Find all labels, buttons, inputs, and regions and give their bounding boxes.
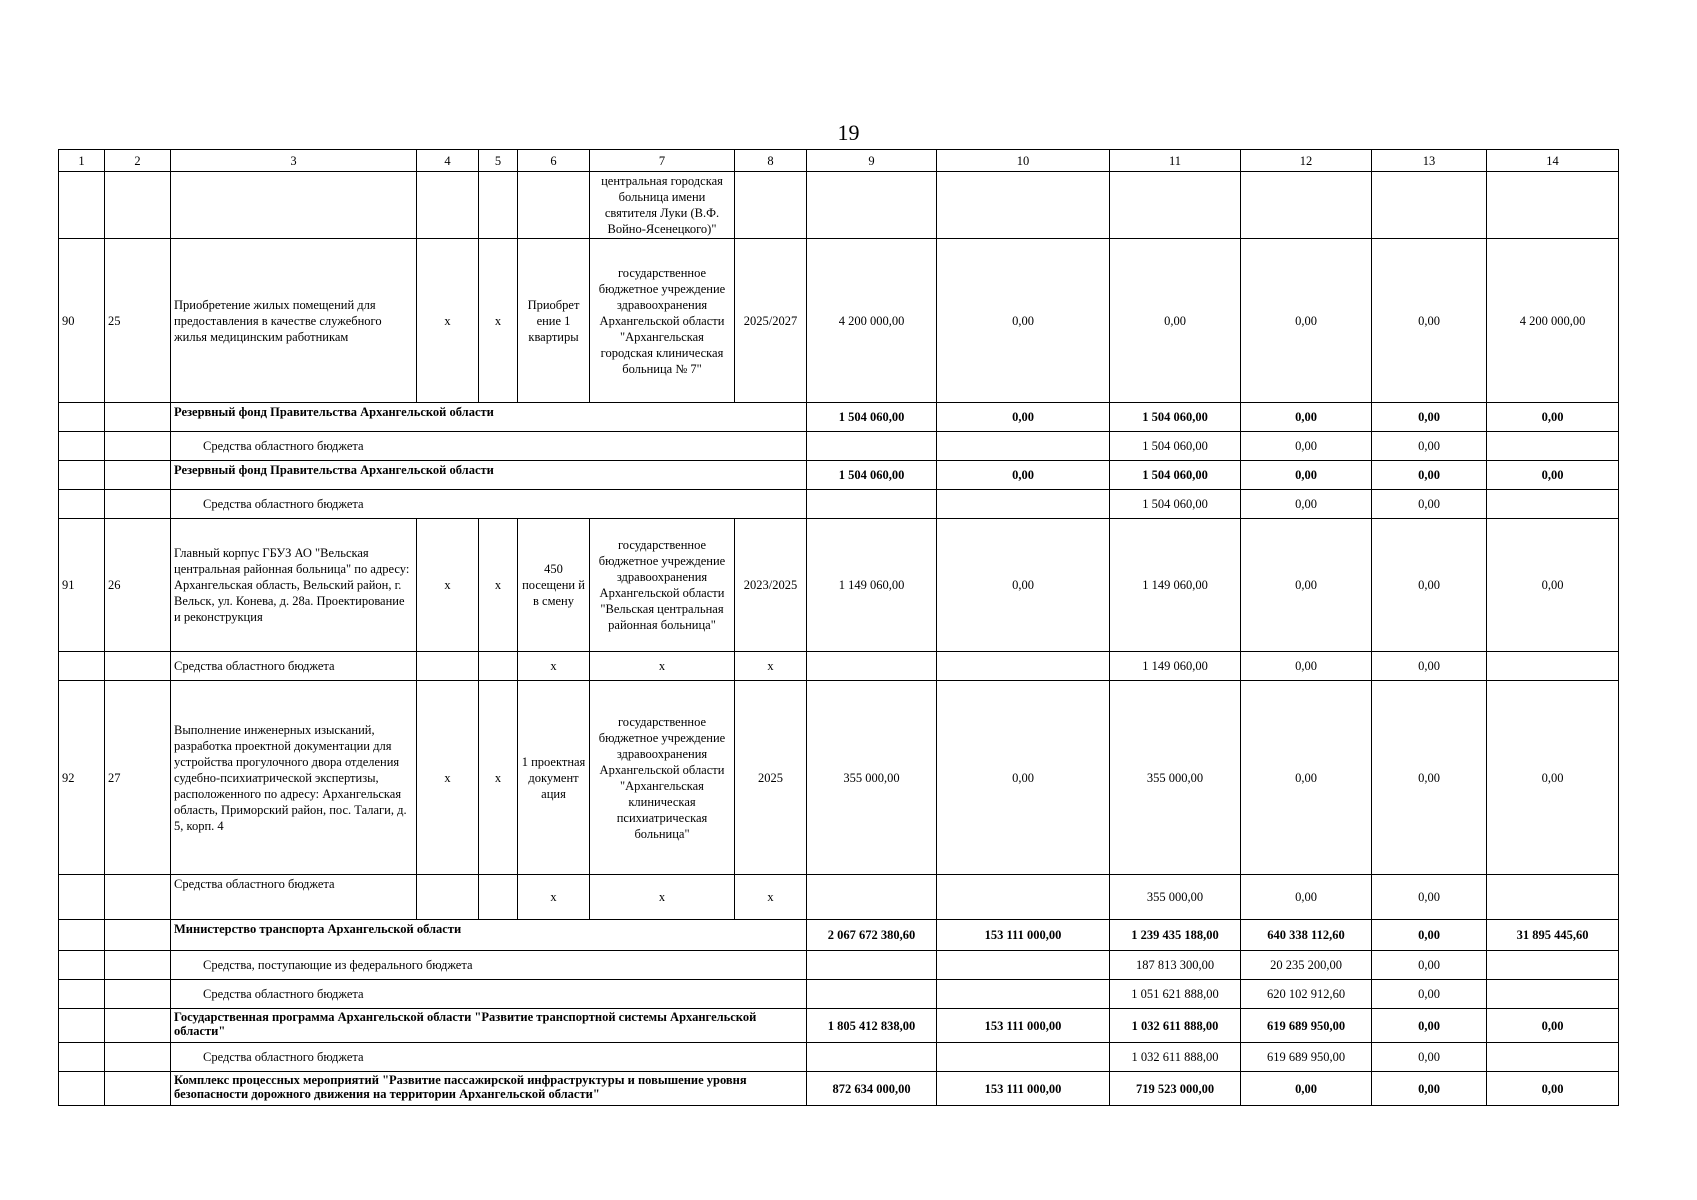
value-cell: 1 504 060,00 <box>1110 432 1241 461</box>
project-name: Главный корпус ГБУЗ АО "Вельская центральная районная больница" по адресу: Архангельская область, Вельский район, г. Вельск, ул. Конева, д. 28а. Проектирование и реконструкция <box>171 519 417 652</box>
value-cell: 619 689 950,00 <box>1241 1043 1372 1072</box>
column-number: 2 <box>105 150 171 172</box>
value-cell: 1 504 060,00 <box>807 403 937 432</box>
value-cell: 355 000,00 <box>1110 875 1241 920</box>
row-number: 90 <box>59 239 105 403</box>
mark-cell: х <box>735 652 807 681</box>
mark-cell: х <box>735 875 807 920</box>
table-row <box>59 432 1619 461</box>
period-cell: 2025/2027 <box>735 239 807 403</box>
value-cell: 153 111 000,00 <box>937 1009 1110 1043</box>
organization-cell: государственное бюджетное учреждение здравоохранения Архангельской области "Вельская центральная районная больница" <box>590 519 735 652</box>
table-row <box>59 490 1619 519</box>
row-subnumber: 27 <box>105 681 171 875</box>
section-title: Резервный фонд Правительства Архангельской области <box>171 461 807 490</box>
value-cell: 0,00 <box>1241 681 1372 875</box>
budget-table <box>58 149 1619 1106</box>
table-row <box>59 920 1619 951</box>
value-cell: 640 338 112,60 <box>1241 920 1372 951</box>
value-cell: 0,00 <box>1487 1072 1619 1106</box>
value-cell: 1 239 435 188,00 <box>1110 920 1241 951</box>
value-cell: 153 111 000,00 <box>937 1072 1110 1106</box>
value-cell: 0,00 <box>1487 681 1619 875</box>
table-row <box>59 519 1619 652</box>
value-cell: 620 102 912,60 <box>1241 980 1372 1009</box>
section-title: Резервный фонд Правительства Архангельской области <box>171 403 807 432</box>
value-cell: 0,00 <box>1487 1009 1619 1043</box>
table-row <box>59 980 1619 1009</box>
value-cell: 0,00 <box>1372 681 1487 875</box>
mark-cell: х <box>479 681 518 875</box>
value-cell: 0,00 <box>937 519 1110 652</box>
capacity-cell: 1 проектная документ ация <box>518 681 590 875</box>
value-cell: 0,00 <box>1110 239 1241 403</box>
funding-source: Средства областного бюджета <box>171 980 807 1009</box>
funding-source: Средства областного бюджета <box>171 1043 807 1072</box>
section-title: Комплекс процессных мероприятий "Развитие пассажирской инфраструктуры и повышение уровня безопасности дорожного движения на территории Архангельской области" <box>171 1072 807 1106</box>
value-cell: 0,00 <box>1241 461 1372 490</box>
mark-cell: х <box>479 239 518 403</box>
value-cell: 0,00 <box>1241 239 1372 403</box>
value-cell: 31 895 445,60 <box>1487 920 1619 951</box>
organization-cell: центральная городская больница имени святителя Луки (В.Ф. Войно-Ясенецкого)" <box>590 172 735 239</box>
table-row <box>59 951 1619 980</box>
value-cell: 0,00 <box>1487 403 1619 432</box>
mark-cell: х <box>590 652 735 681</box>
mark-cell: х <box>518 652 590 681</box>
value-cell: 4 200 000,00 <box>807 239 937 403</box>
value-cell: 1 504 060,00 <box>1110 461 1241 490</box>
value-cell: 1 149 060,00 <box>1110 652 1241 681</box>
value-cell: 1 504 060,00 <box>1110 403 1241 432</box>
value-cell: 0,00 <box>1241 1072 1372 1106</box>
value-cell: 0,00 <box>1372 519 1487 652</box>
column-number: 8 <box>735 150 807 172</box>
table-row <box>59 172 1619 239</box>
column-number: 13 <box>1372 150 1487 172</box>
row-number: 91 <box>59 519 105 652</box>
value-cell: 20 235 200,00 <box>1241 951 1372 980</box>
period-cell: 2023/2025 <box>735 519 807 652</box>
value-cell: 0,00 <box>937 239 1110 403</box>
column-number: 9 <box>807 150 937 172</box>
table-row <box>59 875 1619 920</box>
mark-cell: х <box>590 875 735 920</box>
value-cell: 1 032 611 888,00 <box>1110 1009 1241 1043</box>
column-number: 14 <box>1487 150 1619 172</box>
value-cell: 0,00 <box>1372 403 1487 432</box>
value-cell: 187 813 300,00 <box>1110 951 1241 980</box>
column-number: 1 <box>59 150 105 172</box>
table-row <box>59 1009 1619 1043</box>
value-cell: 0,00 <box>1372 652 1487 681</box>
funding-source: Средства областного бюджета <box>171 652 417 681</box>
organization-cell: государственное бюджетное учреждение здравоохранения Архангельской области "Архангельская городская клиническая больница № 7" <box>590 239 735 403</box>
value-cell: 0,00 <box>1241 490 1372 519</box>
table-row <box>59 681 1619 875</box>
column-number-row <box>59 150 1619 172</box>
value-cell: 0,00 <box>1241 652 1372 681</box>
value-cell: 0,00 <box>1241 403 1372 432</box>
value-cell: 0,00 <box>1372 461 1487 490</box>
column-number: 10 <box>937 150 1110 172</box>
mark-cell: х <box>417 519 479 652</box>
value-cell: 872 634 000,00 <box>807 1072 937 1106</box>
funding-source: Средства областного бюджета <box>171 432 807 461</box>
column-number: 6 <box>518 150 590 172</box>
table-row <box>59 239 1619 403</box>
table-row <box>59 403 1619 432</box>
value-cell: 0,00 <box>1487 519 1619 652</box>
value-cell: 1 149 060,00 <box>1110 519 1241 652</box>
value-cell: 0,00 <box>1241 432 1372 461</box>
table-row <box>59 461 1619 490</box>
page-number: 19 <box>837 120 860 145</box>
funding-source: Средства областного бюджета <box>171 490 807 519</box>
section-title: Министерство транспорта Архангельской области <box>171 920 807 951</box>
value-cell: 355 000,00 <box>1110 681 1241 875</box>
value-cell: 1 032 611 888,00 <box>1110 1043 1241 1072</box>
value-cell: 4 200 000,00 <box>1487 239 1619 403</box>
row-subnumber: 26 <box>105 519 171 652</box>
mark-cell: х <box>417 239 479 403</box>
mark-cell: х <box>479 519 518 652</box>
column-number: 4 <box>417 150 479 172</box>
value-cell: 0,00 <box>1372 951 1487 980</box>
value-cell: 153 111 000,00 <box>937 920 1110 951</box>
value-cell: 0,00 <box>1372 875 1487 920</box>
table-row <box>59 1043 1619 1072</box>
capacity-cell: Приобрет ение 1 квартиры <box>518 239 590 403</box>
value-cell: 2 067 672 380,60 <box>807 920 937 951</box>
column-number: 11 <box>1110 150 1241 172</box>
column-number: 5 <box>479 150 518 172</box>
value-cell: 0,00 <box>1372 920 1487 951</box>
table-row <box>59 1072 1619 1106</box>
value-cell: 0,00 <box>937 681 1110 875</box>
value-cell: 1 149 060,00 <box>807 519 937 652</box>
mark-cell: х <box>518 875 590 920</box>
row-number: 92 <box>59 681 105 875</box>
value-cell: 0,00 <box>1372 1009 1487 1043</box>
section-title: Государственная программа Архангельской области "Развитие транспортной системы Архангельской области" <box>171 1009 807 1043</box>
value-cell: 1 051 621 888,00 <box>1110 980 1241 1009</box>
capacity-cell: 450 посещени й в смену <box>518 519 590 652</box>
project-name: Приобретение жилых помещений для предоставления в качестве служебного жилья медицинским работникам <box>171 239 417 403</box>
value-cell: 619 689 950,00 <box>1241 1009 1372 1043</box>
value-cell: 1 504 060,00 <box>1110 490 1241 519</box>
value-cell: 0,00 <box>1241 519 1372 652</box>
value-cell: 355 000,00 <box>807 681 937 875</box>
period-cell: 2025 <box>735 681 807 875</box>
organization-cell: государственное бюджетное учреждение здравоохранения Архангельской области "Архангельская клиническая психиатрическая больница" <box>590 681 735 875</box>
funding-source: Средства, поступающие из федерального бюджета <box>171 951 807 980</box>
column-number: 3 <box>171 150 417 172</box>
value-cell: 719 523 000,00 <box>1110 1072 1241 1106</box>
value-cell: 1 504 060,00 <box>807 461 937 490</box>
project-name: Выполнение инженерных изысканий, разработка проектной документации для устройства прогулочного двора отделения судебно-психиатрической экспертизы, расположенного по адресу: Архангельская область, Приморский район, пос. Талаги, д. 5, корп. 4 <box>171 681 417 875</box>
funding-source: Средства областного бюджета <box>171 875 417 920</box>
column-number: 7 <box>590 150 735 172</box>
value-cell: 0,00 <box>1372 490 1487 519</box>
column-number: 12 <box>1241 150 1372 172</box>
value-cell: 1 805 412 838,00 <box>807 1009 937 1043</box>
row-subnumber: 25 <box>105 239 171 403</box>
table-row <box>59 652 1619 681</box>
value-cell: 0,00 <box>937 403 1110 432</box>
value-cell: 0,00 <box>1372 1072 1487 1106</box>
value-cell: 0,00 <box>1372 1043 1487 1072</box>
value-cell: 0,00 <box>1487 461 1619 490</box>
value-cell: 0,00 <box>1372 980 1487 1009</box>
value-cell: 0,00 <box>1241 875 1372 920</box>
value-cell: 0,00 <box>937 461 1110 490</box>
value-cell: 0,00 <box>1372 239 1487 403</box>
mark-cell: х <box>417 681 479 875</box>
value-cell: 0,00 <box>1372 432 1487 461</box>
